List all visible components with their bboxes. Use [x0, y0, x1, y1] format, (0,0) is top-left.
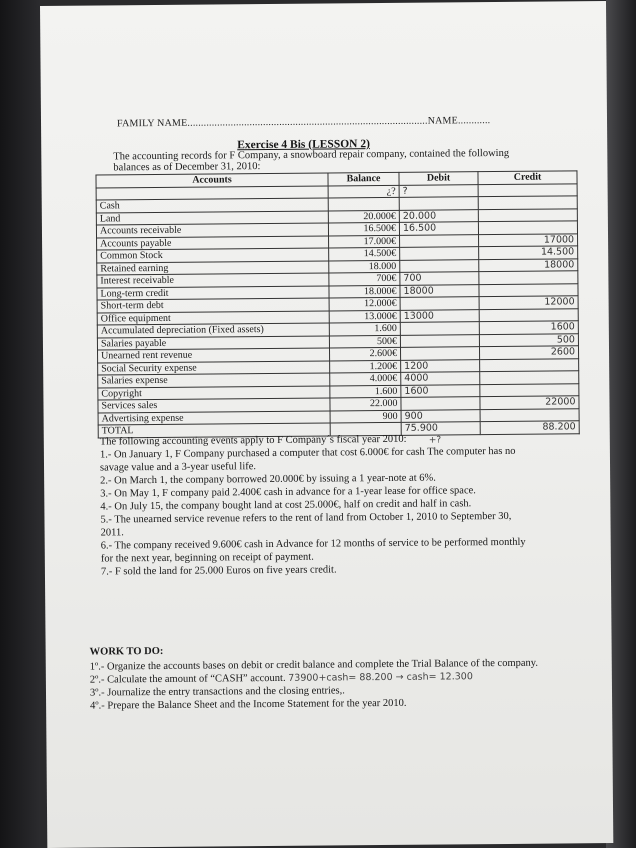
- account-cell: Retained earning: [97, 260, 329, 275]
- debit-cell: 1600: [401, 384, 480, 397]
- credit-cell: [478, 221, 577, 234]
- work-section: [90, 641, 581, 712]
- balance-cell: 500€: [329, 335, 400, 348]
- balance-cell: 22.000: [330, 397, 401, 410]
- account-cell: Copyright: [98, 385, 330, 400]
- debit-cell: 13000: [400, 309, 479, 322]
- events-section: [100, 432, 533, 579]
- balance-cell: 12.000€: [329, 297, 400, 310]
- credit-cell: [479, 283, 578, 296]
- balance-cell: 17.000€: [329, 235, 400, 248]
- balance-cell: 18.000: [329, 260, 400, 273]
- credit-cell: [480, 383, 579, 396]
- account-cell: Office equipment: [97, 310, 329, 325]
- balance-cell: ¿?: [328, 185, 399, 198]
- event-item: 1.- On January 1, F Company purchased a computer that cost 6.000€ for cash The computer has no savage value and a 3-year useful life.: [99, 445, 516, 474]
- debit-cell: 75.900: [401, 422, 480, 435]
- handwritten-cash-note: 73900+cash= 88.200 → cash= 12.300: [288, 671, 473, 684]
- work-item: 4º.- Prepare the Balance Sheet and the Income Statement for the year 2010.: [90, 697, 407, 712]
- work-heading: WORK TO DO:: [89, 645, 164, 658]
- debit-cell: [400, 334, 479, 347]
- debit-cell: [400, 347, 479, 360]
- background-edge-left: [0, 0, 40, 848]
- debit-cell: 4000: [401, 372, 480, 385]
- credit-cell: 500: [479, 333, 578, 346]
- balance-cell: 700€: [329, 272, 400, 285]
- balance-cell: 1.600: [329, 322, 400, 335]
- events-intro: The following accounting events apply to F Company´s fiscal year 2010:: [99, 433, 407, 448]
- debit-cell: 16.500: [399, 222, 478, 235]
- credit-cell: [479, 308, 578, 321]
- account-cell: Short-term debt: [97, 298, 329, 313]
- credit-cell: 88.200: [480, 421, 579, 434]
- col-balance: Balance: [328, 172, 399, 185]
- account-cell: Interest receivable: [97, 273, 329, 288]
- exercise-title: Exercise 4 Bis (LESSON 2): [237, 138, 370, 152]
- balance-cell: 18.000€: [329, 285, 400, 298]
- col-accounts: Accounts: [96, 173, 328, 188]
- event-item: 3.- On May 1, F company paid 2.400€ cash in advance for a 1-year lease for office space.: [100, 485, 476, 500]
- balance-cell: 1.200€: [330, 360, 401, 373]
- debit-cell: [400, 234, 479, 247]
- trial-balance-table: [95, 170, 579, 438]
- debit-cell: 20.000: [399, 209, 478, 222]
- credit-cell: 2600: [479, 346, 578, 359]
- col-credit: Credit: [478, 171, 577, 184]
- balance-cell: 900: [330, 410, 401, 423]
- credit-cell: 22000: [480, 396, 579, 409]
- credit-cell: 1600: [479, 321, 578, 334]
- family-name-line: FAMILY NAME.........................................................................................NAME............: [116, 115, 491, 130]
- credit-cell: [478, 208, 577, 221]
- account-cell: Land: [96, 210, 328, 225]
- work-item-text: 2º.- Calculate the amount of “CASH” account.: [89, 672, 286, 686]
- credit-cell: 17000: [479, 233, 578, 246]
- debit-cell: ?: [399, 184, 478, 197]
- account-cell: Cash: [96, 198, 328, 213]
- credit-cell: [478, 183, 577, 196]
- account-cell: Common Stock: [97, 248, 329, 263]
- intro-text: The accounting records for F Company, a snowboard repair company, contained the following balances as of December 31, 2010:: [113, 147, 510, 174]
- debit-cell: [399, 197, 478, 210]
- balance-cell: 14.500€: [329, 247, 400, 260]
- credit-cell: [479, 271, 578, 284]
- debit-cell: [400, 259, 479, 272]
- credit-cell: 18000: [479, 258, 578, 271]
- credit-cell: [480, 358, 579, 371]
- credit-cell: 14.500: [479, 246, 578, 259]
- debit-cell: 1200: [401, 359, 480, 372]
- event-item: 7.- F sold the land for 25.000 Euros on five years credit.: [100, 564, 337, 578]
- credit-cell: 12000: [479, 296, 578, 309]
- event-item: 2.- On March 1, the company borrowed 20.000€ by issuing a 1 year-note at 6%.: [100, 472, 436, 487]
- account-cell: Salaries payable: [97, 335, 329, 350]
- account-cell: TOTAL: [98, 423, 330, 438]
- credit-cell: [480, 408, 579, 421]
- debit-cell: 18000: [400, 284, 479, 297]
- account-cell: Accumulated depreciation (Fixed assets): [97, 323, 329, 338]
- balance-cell: 20.000€: [328, 210, 399, 223]
- work-item: 3º.- Journalize the entry transactions and the closing entries,.: [89, 685, 345, 699]
- account-cell: Social Security expense: [98, 360, 330, 375]
- event-item: 6.- The company received 9.600€ cash in Advance for 12 months of service to be performed monthly for the next year, beginning on receipt of payment.: [100, 536, 526, 565]
- account-cell: Services sales: [98, 398, 330, 413]
- credit-cell: [478, 196, 577, 209]
- account-cell: Long-term credit: [97, 285, 329, 300]
- balance-cell: [328, 197, 399, 210]
- credit-cell: [480, 371, 579, 384]
- work-item: 1º.- Organize the accounts bases on debit or credit balance and complete the Trial Balance of the company.: [89, 657, 538, 673]
- account-cell: Accounts payable: [97, 235, 329, 250]
- balance-cell: 2.600€: [329, 347, 400, 360]
- account-cell: Unearned rent revenue: [98, 348, 330, 363]
- paper-sheet: [40, 1, 613, 848]
- debit-cell: [401, 397, 480, 410]
- debit-cell: 700: [400, 272, 479, 285]
- event-item: 5.- The unearned service revenue refers to the rent of land from October 1, 2010 to September 30, 2011.: [100, 510, 512, 539]
- account-cell: Salaries expense: [98, 373, 330, 388]
- balance-cell: 1.600: [330, 385, 401, 398]
- debit-cell: [400, 297, 479, 310]
- balance-cell: 13.000€: [329, 310, 400, 323]
- account-cell: Advertising expense: [98, 410, 330, 425]
- debit-cell: [400, 322, 479, 335]
- debit-cell: [400, 247, 479, 260]
- debit-total-note: +?: [428, 435, 442, 446]
- event-item: 4.- On July 15, the company bought land at cost 25.000€, half on credit and half in cash.: [100, 498, 472, 513]
- balance-cell: 16.500€: [328, 222, 399, 235]
- account-cell: Accounts receivable: [96, 223, 328, 238]
- balance-cell: 4.000€: [330, 372, 401, 385]
- debit-cell: 900: [401, 409, 480, 422]
- col-debit: Debit: [399, 172, 478, 185]
